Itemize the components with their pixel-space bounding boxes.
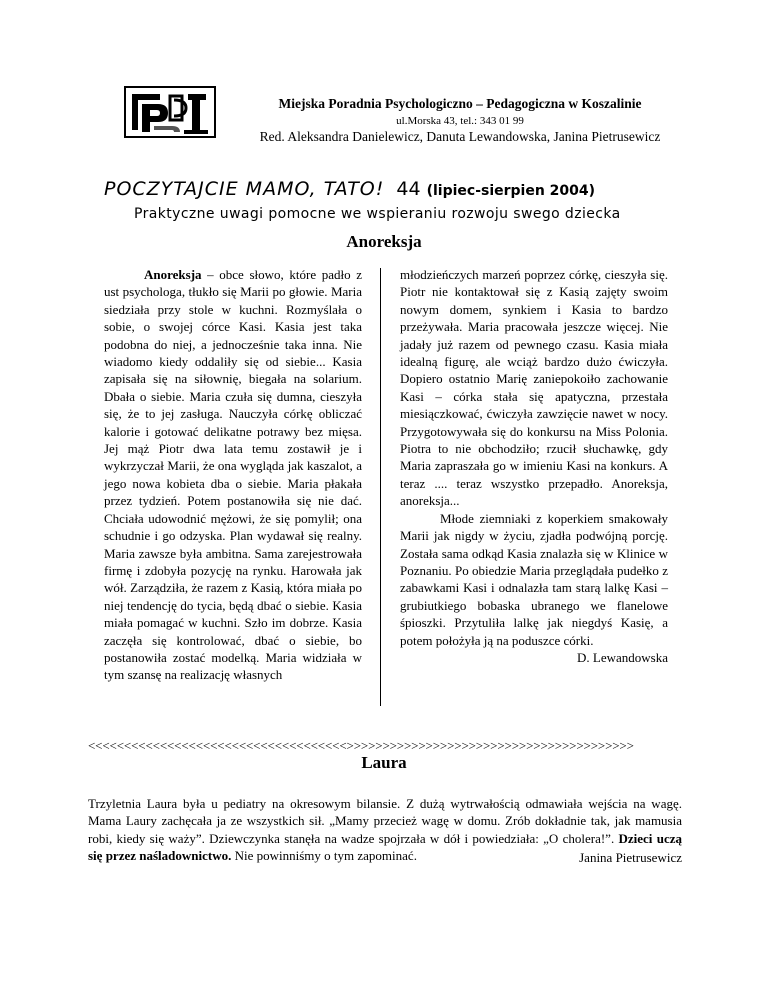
series-title [104,178,595,201]
emphasis-text: Dzieci uczą się przez naśladownictwo. [88,830,682,864]
article-paragraph: młodzieńczych marzeń poprzez córkę, cieszyła się. Piotr nie kontaktował się z Kasią zajęty swoim nowym domem, synkiem i Kasia to bardzo przeżywała. Maria pracowała jeszcze więcej. Nie jadały już razem od pewnego czasu. Kasia miała idealną figurę, ale wciąż bardzo dużo ćwiczyła. Dopiero ostatnio Marię zaniepokoiło zachowanie Kasi – córka stała się apatyczna, przestała miesiączkować, ćwiczyła zawzięcie nawet w nocy. Przygotowywała się do konkursu na Miss Polonia. Piotra to nie obchodziło; rzucił słuchawkę, gdy Maria zapraszała go w imieniu Kasi na konkurs. A teraz .... teraz wszystko przepadło. Anoreksja, anoreksja... [400,267,668,509]
institution-address: ul.Morska 43, tel.: 343 01 99 [396,115,524,127]
series-name: POCZYTAJCIE MAMO, TATO! [104,178,385,200]
article-author: Janina Pietrusewicz [579,850,682,865]
section-separator: <<<<<<<<<<<<<<<<<<<<<<<<<<<<<<<<<<<<>>>>>>>>>>>>>>>>>>>>>>>>>>>>>>>>>>>>>>>> [88,738,634,753]
lead-word: Anoreksja [144,267,202,282]
article-left-column [104,266,362,684]
article-title: Anoreksja [346,232,422,251]
article-paragraph [104,266,362,684]
series-subtitle: Praktyczne uwagi pomocne we wspieraniu rozwoju swego dziecka [134,206,621,222]
editors-line: Red. Aleksandra Danielewicz, Danuta Lewandowska, Janina Pietrusewicz [259,129,661,144]
article-text-end: Nie powinniśmy o tym zapominać. [231,848,417,864]
article-title: Laura [361,753,407,772]
article-right-column [400,266,668,666]
article-author: D. Lewandowska [577,649,668,665]
issue-number: 44 [396,178,421,200]
article-paragraph: Młode ziemniaki z koperkiem smakowały Marii jak nigdy w życiu, zjadła podwójną porcję. Została sama odkąd Kasia znalazła się w Klinice w Poznaniu. Po obiedzie Maria przeglądała pudełko z zabawkami Kasi i odnalazła tam starą lalkę Kasi – grubiutkiego bobaska ubranego we flanelowe śpioszki. Przytuliła lalkę jak niegdyś Kasię, a potem położyła ją na poduszce córki. [400,510,668,648]
column-divider [380,268,381,706]
article-text: – obce słowo, które padło z ust psychologa, tłukło się Marii po głowie. Maria siedziała przy stole w kuchni. Rozmyślała o sobie, o swojej córce Kasi. Kasia jest taka podobna do niej, a jednocześnie taka inna. Nie wiadomo kiedy oddaliły się od siebie... Kasia zapisała się na siłownię, biegała na solarium. Dbała o siebie. Maria czuła się dumna, cieszyła się, że to jej zasługa. Nauczyła córkę obliczać kalorie i gotować delikatne potrawy bez mięsa. Jej mąż Piotr dwa lata temu zostawił je i wykrzyczał Marii, że ona wygląda jak kaszalot, a jego nowa kobieta dba o siebie. Maria płakała przez tydzień. Potem postanowiła się nie dać. Chciała udowodnić mężowi, że się pomylił; ona schudnie i go odzyska. Plan wydawał się realny. Maria zawsze była ambitna. Sama zarejestrowała firmę i zdobyła pozycję na rynku. Harowała jak wół. Zarządziła, że razem z Kasią, która miała po niej tendencję do tycia, będą dbać o siebie. Kasia miała pomagać w kuchni. Szło im dobrze. Kasia zaczęła się kontrolować, dbać o siebie, bo postanowiła zostać modelką. Maria widziała w tym szansę na realizację własnych [104,267,362,683]
institution-name: Miejska Poradnia Psychologiczno – Pedagogiczna w Koszalinie [278,96,642,111]
article-text: Trzyletnia Laura była u pediatry na okresowym bilansie. Z dużą wytrwałością odmawiała wejścia na wagę. Mama Laury zachęcała ja ze wszystkich sił. „Mamy przecież wagę w domu. Zrób dokładnie tak, jak mamusia robi, kiedy się waży”. Dziewczynka stanęła na wadze spojrzała w dół i powiedziała: „O cholera!”. [88,796,682,846]
issue-date: (lipiec-sierpien 2004) [426,183,596,199]
mpp-logo-icon [124,86,216,138]
